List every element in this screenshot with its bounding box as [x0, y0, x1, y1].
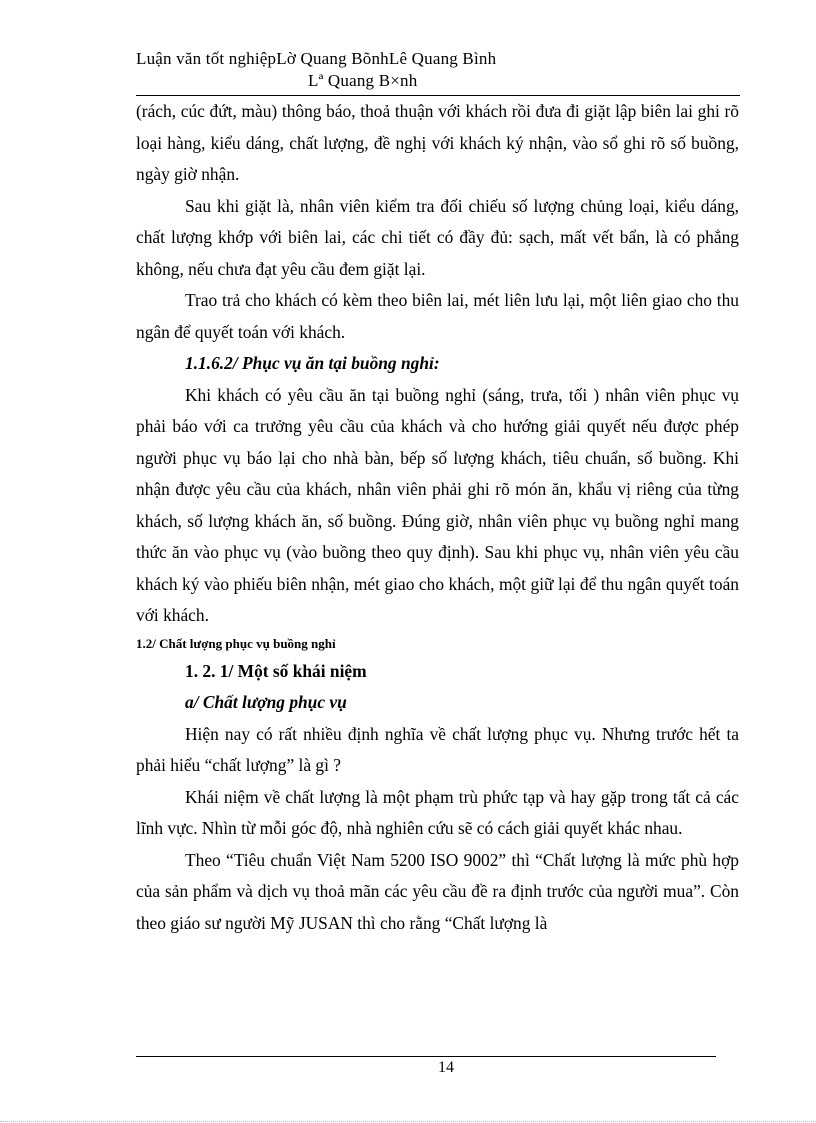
- paragraph: Khái niệm về chất lượng là một phạm trù phức tạp và hay gặp trong tất cả các lĩnh vực. Nhìn từ mỗi góc độ, nhà nghiên cứu sẽ có cách giải quyết khác nhau.: [136, 786, 739, 838]
- paragraph: Trao trả cho khách có kèm theo biên lai, mét liên lưu lại, một liên giao cho thu ngân để quyết toán với khách.: [136, 290, 739, 342]
- section-heading: 1.2/ Chất lượng phục vụ buồng nghỉ: [136, 635, 336, 651]
- paragraph: Khi khách có yêu cầu ăn tại buồng nghỉ (sáng, trưa, tối ) nhân viên phục vụ phải báo với ca trưởng yêu cầu của khách và cho hướng giải quyết nếu được phép người phục vụ báo lại cho nhà bàn, bếp số lượng khách, tiêu chuẩn, số buồng. Khi nhận được yêu cầu của khách, nhân viên phải ghi rõ món ăn, khẩu vị riêng của từng khách, số lượng khách ăn, số buồng. Đúng giờ, nhân viên phục vụ buồng nghỉ mang thức ăn vào phục vụ (vào buồng theo quy định). Sau khi phục vụ, nhân viên yêu cầu khách ký vào phiếu biên nhận, mét giao cho khách, một giữ lại để thu ngân quyết toán với khách.: [136, 384, 739, 625]
- paragraph: (rách, cúc đứt, màu) thông báo, thoả thuận với khách rồi đưa đi giặt lập biên lai ghi rõ loại hàng, kiểu dáng, chất lượng, đề nghị với khách ký nhận, vào sổ ghi rõ số buồng, ngày giờ nhận.: [136, 101, 739, 184]
- paragraph: Sau khi giặt là, nhân viên kiểm tra đối chiếu số lượng chủng loại, kiểu dáng, chất lượng khớp với biên lai, các chi tiết có đầy đủ: sạch, mất vết bẩn, là có phẳng không, nếu chưa đạt yêu cầu đem giặt lại.: [136, 195, 739, 279]
- page-header: [136, 48, 740, 92]
- page-number: 14: [438, 1059, 454, 1076]
- header-line-2: Lª Quang B×nh: [308, 71, 418, 90]
- paragraph: Hiện nay có rất nhiều định nghĩa về chất lượng phục vụ. Nhưng trước hết ta phải hiểu “chất lượng” là gì ?: [136, 723, 739, 775]
- subsection-heading: a/ Chất lượng phục vụ: [185, 692, 347, 712]
- paragraph: Theo “Tiêu chuẩn Việt Nam 5200 ISO 9002” thì “Chất lượng là mức phù hợp của sản phẩm và dịch vụ thoả mãn các yêu cầu đề ra định trước của người mua”. Còn theo giáo sư người Mỹ JUSAN thì cho rằng “Chất lượng là: [136, 849, 739, 933]
- section-heading: 1.1.6.2/ Phục vụ ăn tại buồng nghỉ:: [185, 353, 440, 373]
- header-line-1: Luận văn tốt nghiệpLờ Quang BõnhLê Quang Bình: [136, 49, 497, 68]
- footer-rule: [136, 1056, 716, 1057]
- page-edge: [0, 1121, 816, 1122]
- subsection-heading: 1. 2. 1/ Một số khái niệm: [185, 660, 367, 681]
- document-body: [136, 96, 739, 939]
